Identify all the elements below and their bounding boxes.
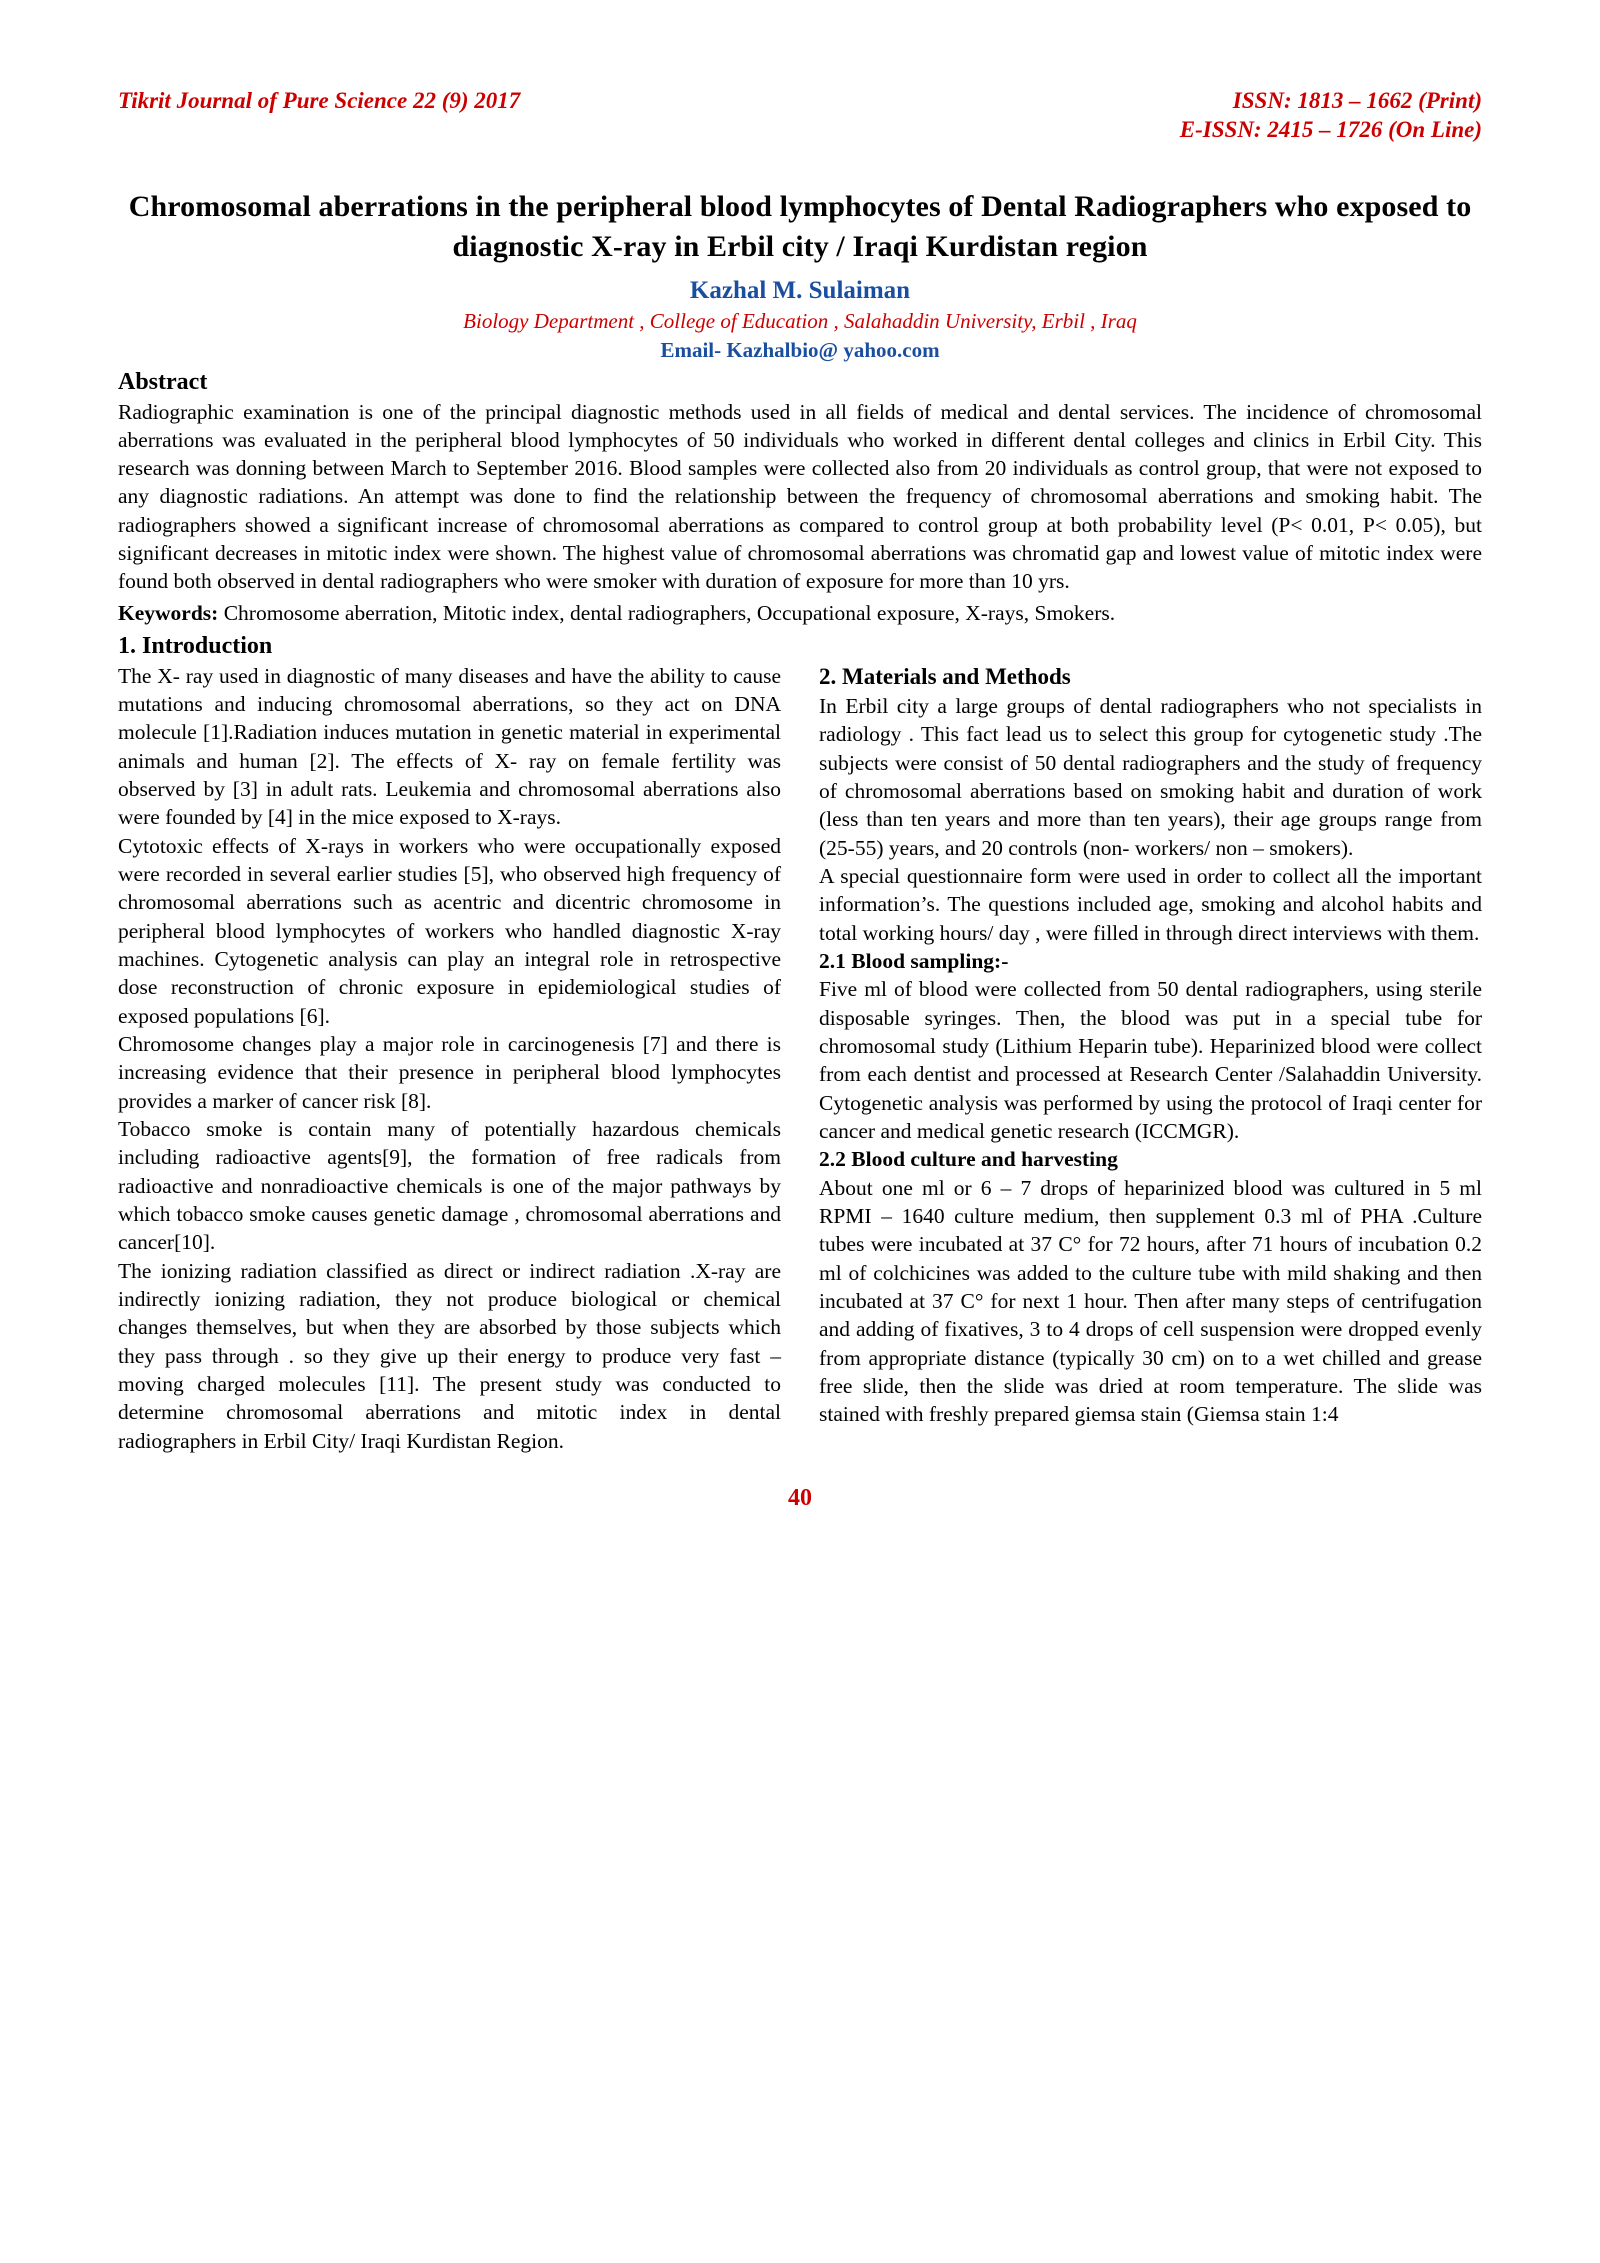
abstract-heading: Abstract — [118, 368, 208, 395]
issn-print: ISSN: 1813 – 1662 (Print) — [1232, 88, 1482, 113]
introduction-heading: 1. Introduction — [118, 632, 273, 659]
journal-reference: Tikrit Journal of Pure Science 22 (9) 2017 — [118, 88, 521, 113]
left-column — [118, 662, 781, 1455]
body-columns — [118, 662, 1482, 1455]
keywords-label: Keywords: — [118, 600, 219, 625]
paragraph: In Erbil city a large groups of dental radiographers who not specialists in radiology . This fact lead us to select this group for cytogenetic study .The subjects were consist of 50 dental radiographers and the study of frequency of chromosomal aberrations based on smoking habit and duration of work (less than ten years and more than ten years), their age groups range from (25-55) years, and 20 controls (non- workers/ non – smokers). — [819, 694, 1482, 860]
right-column — [819, 662, 1482, 1455]
paragraph: Tobacco smoke is contain many of potentially hazardous chemicals including radioactive agents[9], the formation of free radicals from radioactive and nonradioactive chemicals is one of the major pathways by which tobacco smoke causes genetic damage , chromosomal aberrations and cancer[10]. — [118, 1117, 781, 1255]
paragraph: About one ml or 6 – 7 drops of heparinized blood was cultured in 5 ml RPMI – 1640 culture medium, then supplement 0.3 ml of PHA .Culture tubes were incubated at 37 C° for 72 hours, after 71 hours of incubation 0.2 ml of colchicines was added to the culture tube with mild shaking and then incubated at 37 C° for next 1 hour. Then after many steps of centrifugation and adding of fixatives, 3 to 4 drops of cell suspension were dropped evenly from appropriate distance (typically 30 cm) on to a wet chilled and grease free slide, then the slide was dried at room temperature. The slide was stained with freshly prepared giemsa stain (Giemsa stain 1:4 — [819, 1175, 1482, 1427]
section-heading-materials: 2. Materials and Methods — [819, 663, 1071, 689]
page-title: Chromosomal aberrations in the peripheral blood lymphocytes of Dental Radiographers who exposed to diagnostic X-ray in Erbil city / Iraqi Kurdistan region — [128, 189, 1472, 263]
paragraph: Chromosome changes play a major role in carcinogenesis [7] and there is increasing evidence that their presence in peripheral blood lymphocytes provides a marker of cancer risk [8]. — [118, 1032, 781, 1113]
paragraph: Five ml of blood were collected from 50 dental radiographers, using sterile disposable syringes. Then, the blood was put in a special tube for chromosomal study (Lithium Heparin tube). Heparinized blood were collect from each dentist and processed at Research Center /Salahaddin University. Cytogenetic analysis was performed by using the protocol of Iraqi center for cancer and medical genetic research (ICCMGR). — [819, 977, 1482, 1144]
section-heading-blood-sampling: 2.1 Blood sampling:- — [819, 949, 1009, 974]
issn-block — [1180, 86, 1482, 145]
page-number: 40 — [788, 1484, 812, 1511]
paragraph: The X- ray used in diagnostic of many diseases and have the ability to cause mutations and inducing chromosomal aberrations, so they act on DNA molecule [1].Radiation induces mutation in genetic material in experimental animals and human [2]. The effects of X- ray on female fertility was observed by [3] in adult rats. Leukemia and chromosomal aberrations also were founded by [4] in the mice exposed to X-rays. — [118, 663, 781, 830]
issn-online: E-ISSN: 2415 – 1726 (On Line) — [1179, 117, 1482, 143]
author-affiliation: Biology Department , College of Education , Salahaddin University, Erbil , Iraq — [463, 308, 1137, 333]
keywords-block — [118, 599, 1482, 627]
paragraph: The ionizing radiation classified as direct or indirect radiation .X-ray are indirectly ionizing radiation, they not produce biological or chemical changes themselves, but when they are absorbed by those subjects which they pass through . so they give up their energy to produce very fast – moving charged molecules [11]. The present study was conducted to determine chromosomal aberrations and mitotic index in dental radiographers in Erbil City/ Iraqi Kurdistan Region. — [118, 1258, 781, 1453]
author-email: Email- Kazhalbio@ yahoo.com — [660, 337, 940, 362]
page-header — [118, 86, 1482, 145]
paragraph: Cytotoxic effects of X-rays in workers who were occupationally exposed were recorded in several earlier studies [5], who observed high frequency of chromosomal aberrations such as acentric and dicentric chromosome in peripheral blood lymphocytes of workers who handled diagnostic X-ray machines. Cytogenetic analysis can play an integral role in retrospective dose reconstruction of chronic exposure in epidemiological studies of exposed populations [6]. — [118, 833, 781, 1028]
keywords-text: Chromosome aberration, Mitotic index, dental radiographers, Occupational exposure, X-rays, Smokers. — [218, 600, 1116, 625]
paragraph: A special questionnaire form were used in order to collect all the important information’s. The questions included age, smoking and alcohol habits and total working hours/ day , were filled in through direct interviews with them. — [819, 864, 1482, 945]
author-name: Kazhal M. Sulaiman — [689, 276, 911, 304]
section-heading-blood-culture: 2.2 Blood culture and harvesting — [819, 1147, 1118, 1172]
abstract-text: Radiographic examination is one of the principal diagnostic methods used in all fields of medical and dental services. The incidence of chromosomal aberrations was evaluated in the peripheral blood lymphocytes of 50 individuals who worked in different dental colleges and clinics in Erbil City. This research was donning between March to September 2016. Blood samples were collected also from 20 individuals as control group, that were not exposed to any diagnostic radiations. An attempt was done to find the relationship between the frequency of chromosomal aberrations and smoking habit. The radiographers showed a significant increase of chromosomal aberrations as compared to control group at both probability level (P< 0.01, P< 0.05), but significant decreases in mitotic index were shown. The highest value of chromosomal aberrations was chromatid gap and lowest value of mitotic index were found both observed in dental radiographers who were smoker with duration of exposure for more than 10 yrs. — [118, 399, 1482, 594]
